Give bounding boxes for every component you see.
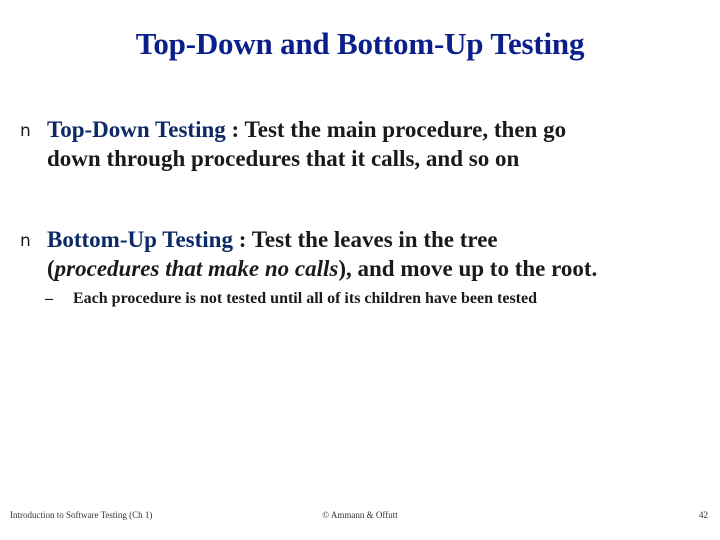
paren-open: ( [47,256,55,281]
bullet-line1: : Test the leaves in the tree [232,227,498,252]
bullet-marker-icon: n [20,231,31,251]
bullet-line2-rest: ), and move up to the root. [338,256,598,281]
bullet-text [47,225,597,283]
sub-bullet-text: Each procedure is not tested until all of its children have been tested [73,290,537,307]
footer-copyright: © Ammann & Offutt [322,510,398,520]
slide-title: Top-Down and Bottom-Up Testing [135,26,585,61]
term-bottom-up: Bottom-Up Testing [47,227,233,252]
footer-course: Introduction to Software Testing (Ch 1) [10,510,153,520]
dash-icon: – [45,290,53,307]
bullet-line2: down through procedures that it calls, and so on [47,146,520,171]
bullet-line1: : Test the main procedure, then go [225,117,567,142]
bullet-text [47,115,566,173]
term-top-down: Top-Down Testing [47,117,226,142]
bullet-marker-icon: n [20,121,31,141]
page-number: 42 [699,510,708,520]
bullet-top-down [20,115,710,173]
emphasis-text: procedures that make no calls [54,256,339,281]
sub-bullet [45,290,705,308]
bullet-bottom-up [20,225,710,283]
